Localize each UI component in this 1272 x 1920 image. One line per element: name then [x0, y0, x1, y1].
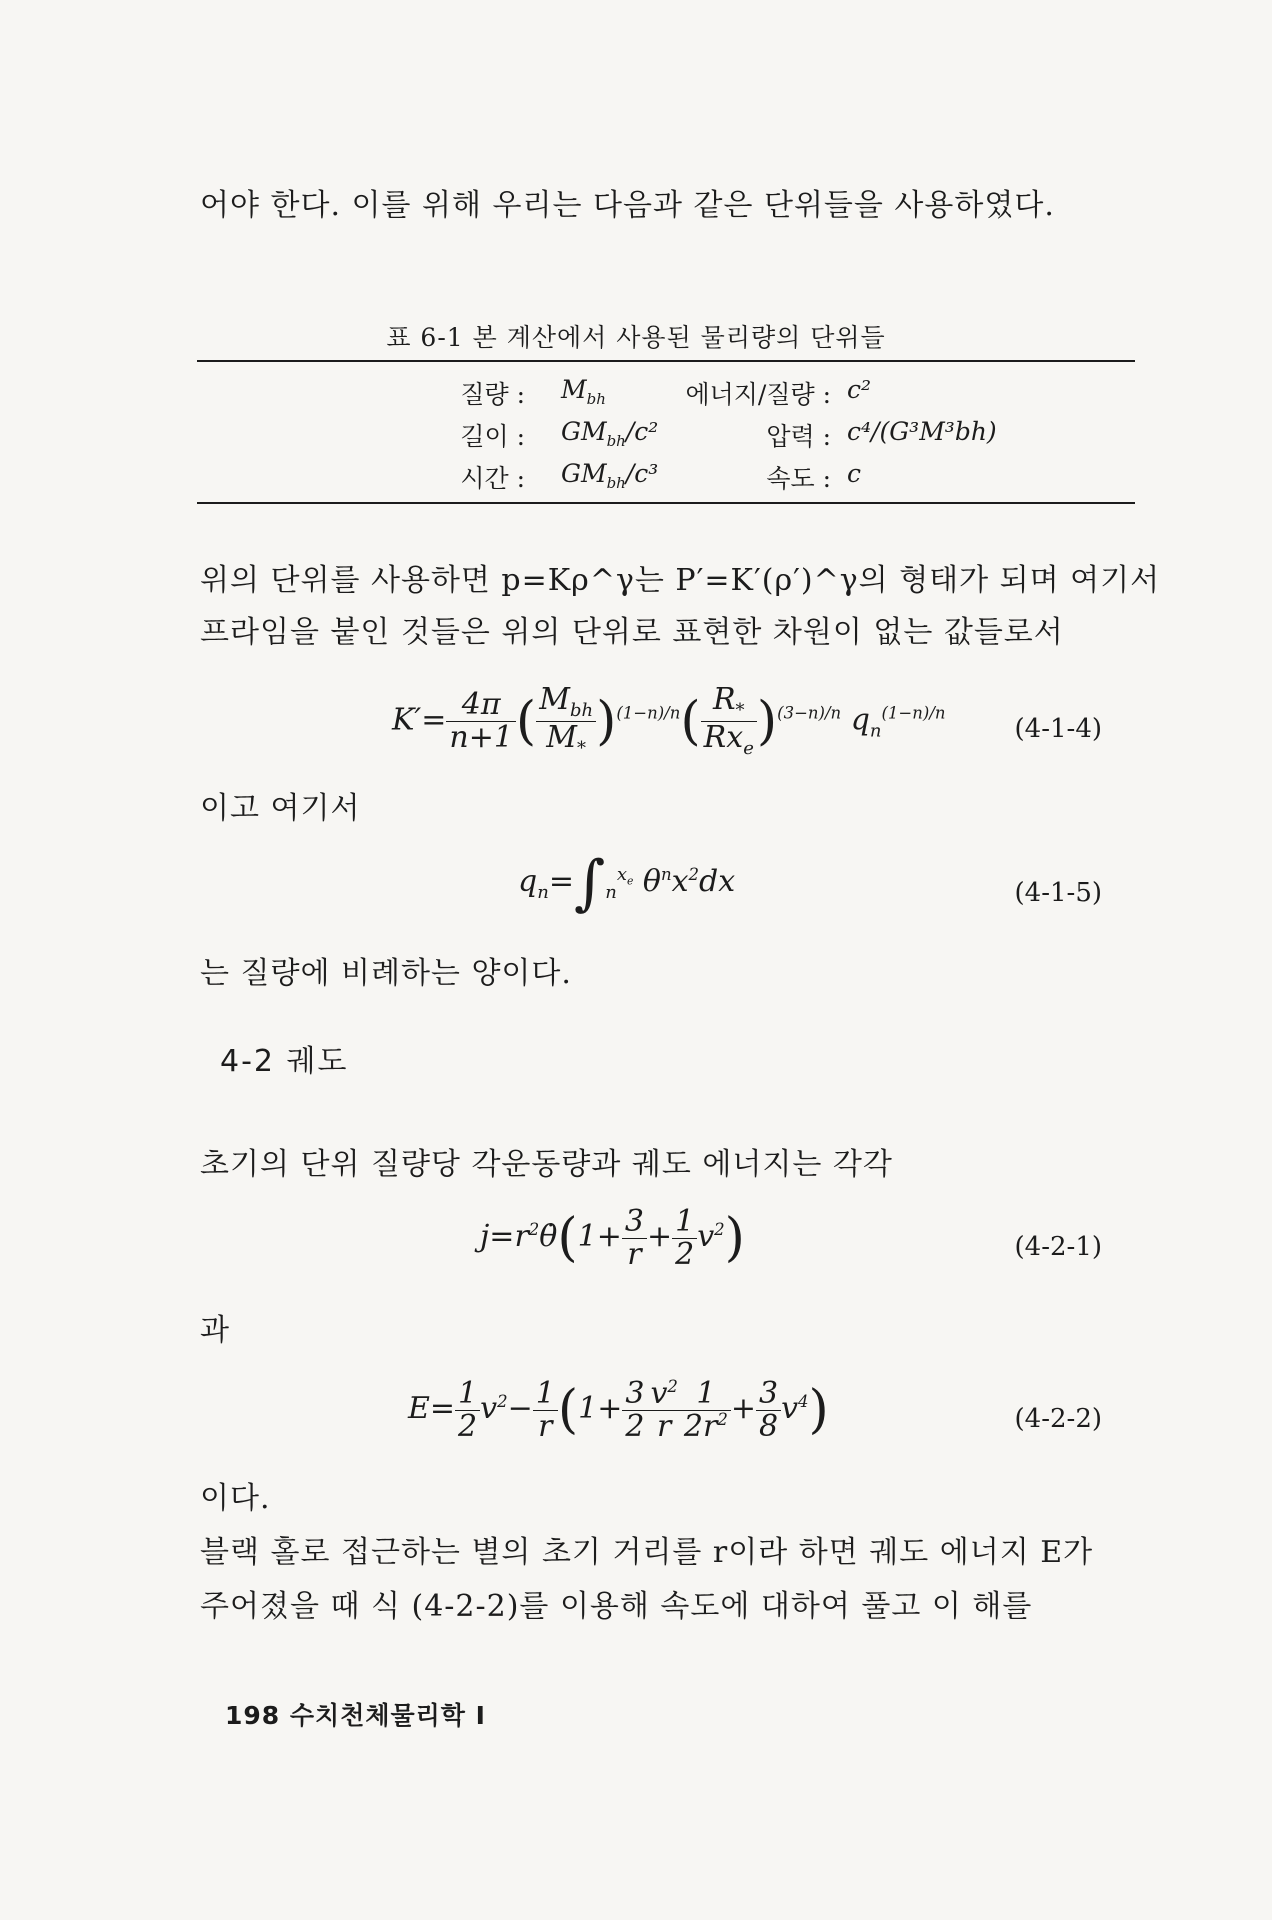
table-key: 속도 :: [766, 464, 831, 493]
paragraph-3: 이고 여기서: [200, 791, 361, 826]
table-row-time: [197, 459, 1135, 499]
table-value: $M_{bh}$: [561, 375, 606, 408]
equation-number: (4-2-1): [1014, 1232, 1102, 1262]
table-key: 시간 :: [460, 464, 525, 493]
equation-number: (4-1-5): [1014, 878, 1102, 908]
table-bottom-rule: [197, 502, 1135, 504]
table-row-mass: [197, 375, 1135, 415]
table-key: 에너지/질량 :: [685, 380, 831, 409]
equation-4-2-2: [0, 1378, 1272, 1478]
paragraph-8-line-2: 주어졌을 때 식 (4-2-2)를 이용해 속도에 대하여 풀고 이 해를: [200, 1589, 1033, 1624]
table-key: 길이 :: [460, 422, 525, 451]
section-heading: 4-2 궤도: [220, 1044, 349, 1079]
page-footer: 198 수치천체물리학 I: [225, 1701, 486, 1730]
equation-4-1-4: [0, 684, 1272, 784]
table-value: c⁴/(G³M³bh): [847, 417, 997, 446]
equation-number: (4-1-4): [1014, 714, 1102, 744]
equation-number: (4-2-2): [1014, 1404, 1102, 1434]
paragraph-2-line-1: 위의 단위를 사용하면 p=Kρ^γ는 P′=K′(ρ′)^γ의 형태가 되며 여기서: [200, 563, 1161, 598]
paragraph-6: 과: [200, 1313, 230, 1348]
table-value: c: [847, 459, 862, 488]
equation-4-1-5: [0, 848, 1272, 948]
table-key: 질량 :: [460, 380, 525, 409]
equation-4-2-1: [0, 1206, 1272, 1306]
paragraph-7: 이다.: [200, 1481, 271, 1516]
table-value: c²: [847, 375, 872, 404]
paragraph-4: 는 질량에 비례하는 양이다.: [200, 956, 572, 991]
paragraph-1: 어야 한다. 이를 위해 우리는 다음과 같은 단위들을 사용하였다.: [200, 188, 1055, 223]
equation-body: $j=r^2\thetȧ(1+$ $\frac{3}{r}$ + $\frac{1}{2}$ $v^2$): [480, 1204, 745, 1272]
paragraph-5: 초기의 단위 질량당 각운동량과 궤도 에너지는 각각: [200, 1147, 893, 1182]
table-value: $GM_{bh}/c^3$: [561, 459, 659, 492]
table-row-length: [197, 417, 1135, 457]
equation-body: $q_n=\int_n^{x_e}$ $\theta^nx^2dx$: [518, 848, 736, 918]
table-value: $GM_{bh}/c^2$: [561, 417, 659, 450]
table-top-rule: [197, 360, 1135, 362]
paragraph-8-line-1: 블랙 홀로 접근하는 별의 초기 거리를 r이라 하면 궤도 에너지 E가: [200, 1535, 1094, 1570]
equation-body: E= $\frac{1}{2}$ $v^2-$ $\frac{1}{r}$ (1+ $\frac{3}{2}$ $\frac{v^2}{r}$ $\frac{1}{2r^2}$ + $\frac{3}{8}$ $v^4$): [408, 1376, 829, 1444]
table-key: 압력 :: [766, 422, 831, 451]
table-caption: 표 6-1 본 계산에서 사용된 물리량의 단위들: [386, 323, 886, 352]
paragraph-2-line-2: 프라임을 붙인 것들은 위의 단위로 표현한 차원이 없는 값들로서: [200, 615, 1064, 650]
equation-body: K′= $\frac{4\pi}{n+1}$ ( $\frac{M_{bh}}{M_*}$ )$^{(1-n)/n}$( $\frac{R_*}{Rx_e}$ )$^{(3-n)/n}$ $q_n^{(1-n)/n}$: [392, 682, 946, 759]
